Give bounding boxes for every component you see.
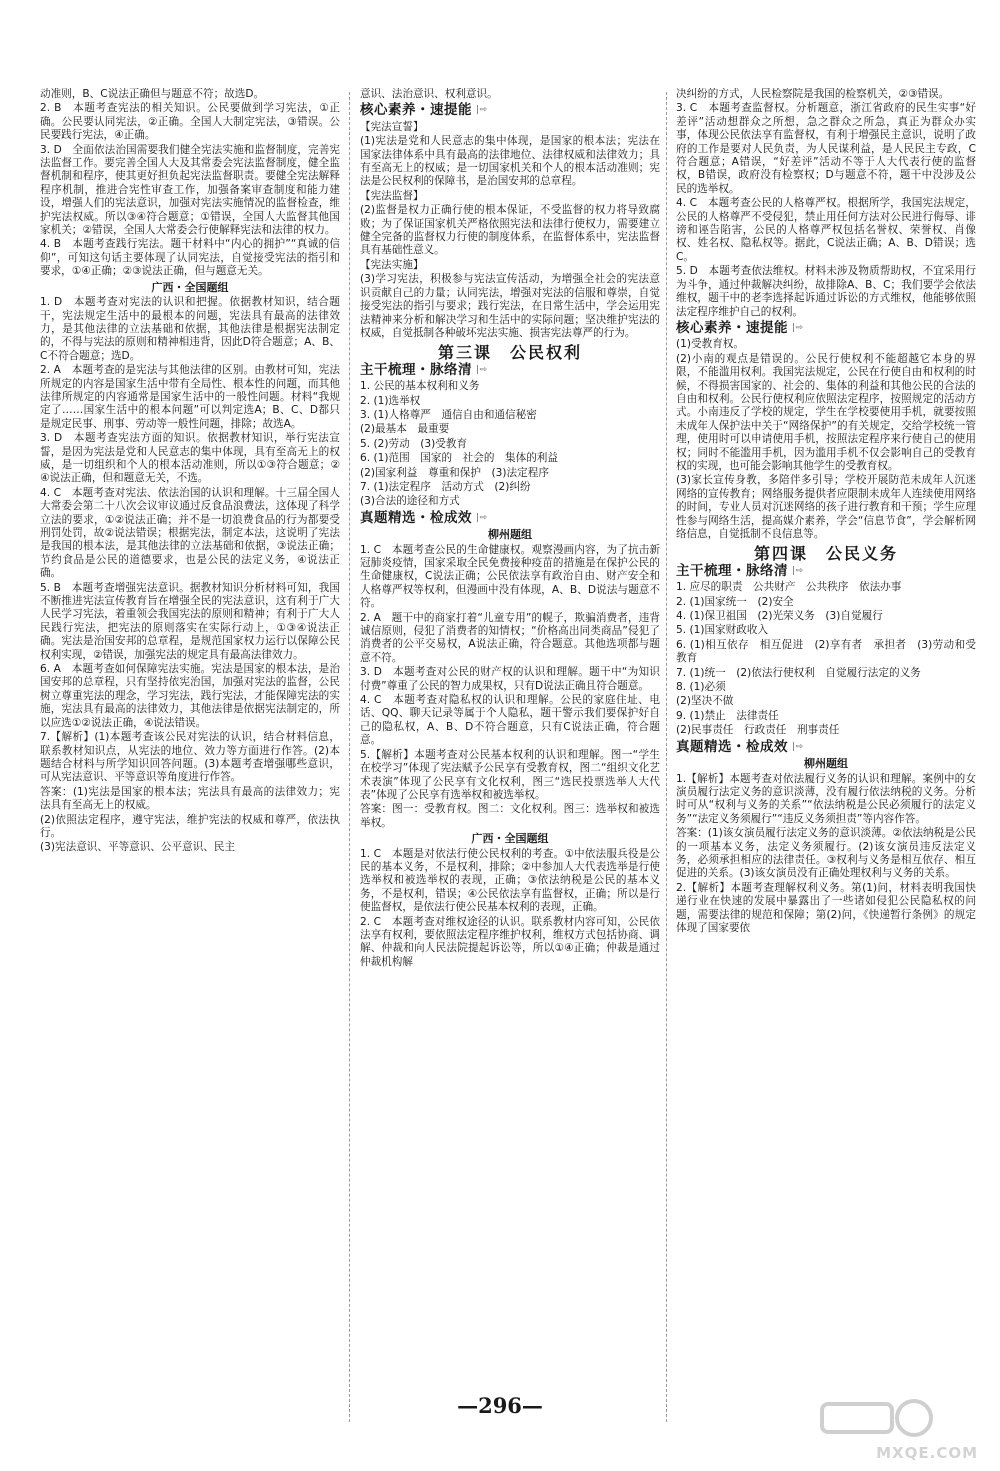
answer-paragraph: (2)坚决不做 bbox=[676, 695, 734, 708]
section-heading bbox=[676, 319, 976, 336]
section-heading bbox=[676, 738, 976, 755]
answer-paragraph: 决纠纷的方式，人民检察院是我国的检察机关，②③错误。 bbox=[676, 88, 950, 100]
answer-paragraph: 5. B 本题考查增强宪法意识。据教材知识分析材料可知，我国不断推进宪法宣传教育旨在增强全民的宪法意识，这有利于广大人民学习宪法，着重领会我国宪法的原则和精神；有利于广大人民践行宪法，把宪法的原则落实在实际行动上，①③④说法正确。宪法是治国安邦的总章程，是规范国家权力运行以保障公民权利实现，②错误，加强宪法的规定具有最高法律效力。 bbox=[40, 581, 340, 661]
column-middle bbox=[360, 88, 660, 1438]
answer-paragraph: 2. (1)国家统一 (2)安全 bbox=[676, 595, 794, 608]
answer-paragraph: (3)合法的途径和方式 bbox=[360, 495, 460, 508]
answer-paragraph: 答案：图一：受教育权。图二：文化权利。图三：选举权和被选举权。 bbox=[360, 803, 660, 829]
arrow-icon: |⇨ bbox=[476, 364, 488, 375]
section-heading-text: 核心素养・速提能 bbox=[360, 102, 472, 119]
answer-paragraph: 2. A 题干中的商家打着“儿童专用”的幌子，欺骗消费者，违背诚信原则，侵犯了消费者的知情权；“价格高出同类商品”侵犯了消费者的公平交易权，A说法正确，符合题意。其他选项都与题意不符。 bbox=[360, 611, 660, 664]
answer-paragraph: 1. 公民的基本权利和义务 bbox=[360, 380, 480, 393]
arrow-icon: |⇨ bbox=[792, 741, 804, 752]
answer-paragraph: (3)学习宪法，积极参与宪法宣传活动，为增强全社会的宪法意识贡献自己的力量；认同宪法，增强对宪法的信服和尊崇，自觉接受宪法的指引与要求；践行宪法，在日常生活中，学会运用宪法精神来分析和解决学习和生活中的实际问题；坚决维护宪法的权威，自觉抵制各种破坏宪法实施、损害宪法尊严的行为。 bbox=[360, 273, 660, 339]
answer-paragraph: 3. D 本题考查对公民的财产权的认识和理解。题干中“为知识付费”尊重了公民的智力成果权，只有D说法正确且符合题意。 bbox=[360, 666, 660, 692]
answer-paragraph: 2. C 本题考查对维权途径的认识。联系教材内容可知，公民依法享有权利，要依照法定程序维护权利，维权方式包括协商、调解、仲裁和向人民法院提起诉讼等，所以①④正确；仲裁是通过仲裁机构解 bbox=[360, 915, 660, 968]
answer-paragraph: 4. C 本题考查对隐私权的认识和理解。公民的家庭住址、电话、QQ、聊天记录等属于个人隐私，题干警示我们要保护好自己的隐私权，A、B、D不符合题意，只有C说法正确，符合题意。 bbox=[360, 694, 660, 747]
answer-paragraph: (2)民事责任 行政责任 刑事责任 bbox=[676, 724, 840, 737]
topic-label: 【宪法监督】 bbox=[360, 189, 424, 202]
answer-paragraph: 6. (1)范围 国家的 社会的 集体的利益 bbox=[360, 452, 558, 465]
group-heading: 广西・全国题组 bbox=[151, 280, 229, 294]
answer-paragraph: (3)宪法意识、平等意识、公平意识、民主 bbox=[40, 841, 236, 854]
answer-paragraph: (2)国家利益 尊重和保护 (3)法定程序 bbox=[360, 466, 549, 479]
answer-paragraph: (2)最基本 最重要 bbox=[360, 423, 450, 436]
section-heading-text: 真题精选・检成效 bbox=[676, 738, 788, 755]
answer-paragraph: 5. (1)国家财政收入 bbox=[676, 624, 769, 637]
section-heading-text: 主干梳理・脉络清 bbox=[676, 562, 788, 579]
watermark-logo bbox=[818, 1398, 978, 1462]
answer-paragraph: 2. B 本题考查宪法的相关知识。公民要做到学习宪法，①正确。公民要认同宪法，②正确。全国人大制定宪法，③错误。公民要践行宪法，④正确。 bbox=[40, 102, 340, 142]
section-heading-text: 核心素养・速提能 bbox=[676, 319, 788, 336]
answer-paragraph: 1. 应尽的职责 公共财产 公共秩序 依法办事 bbox=[676, 581, 902, 594]
answer-paragraph: 9. (1)禁止 法律责任 bbox=[676, 709, 779, 722]
lesson-title: 第四课 公民义务 bbox=[753, 544, 898, 564]
answer-paragraph: 5. (2)劳动 (3)受教育 bbox=[360, 437, 468, 450]
topic-label: 【宪法宣誓】 bbox=[360, 120, 424, 133]
answer-paragraph: 3. D 全面依法治国需要我们健全宪法实施和监督制度，完善宪法监督工作。要完善全国人大及其常委会宪法监督制度，健全监督机制和程序，使其更好担负起宪法监督职责。要健全宪法解释程序机制，推进合宪性审查工作，加强备案审查制度和能力建设，增强人们的宪法意识，加强对宪法实施情况的监督检查，维护宪法权威。所以③④符合题意；①错误，全国人大监督其他国家机关；②错误，全国人大常委会行使解释宪法和法律的权力。 bbox=[40, 143, 340, 237]
answer-paragraph: (2)监督是权力正确行使的根本保证，不受监督的权力将导致腐败；为了保证国家机关严格依照宪法和法律行使权力，需要建立健全完备的监督权力行使的制度体系，在监督体系中，宪法监督具有基础性意义。 bbox=[360, 204, 660, 257]
answer-paragraph: 2. A 本题考查的是宪法与其他法律的区别。由教材可知，宪法所规定的内容是国家生活中带有全局性、根本性的问题，而其他法律所规定的内容通常是国家生活中的一般性问题。材料“我规定了……国家生活中的根本问题”可以判定选A；B、C、D都只是规定民事、刑事、劳动等一般性问题，排除；故选A。 bbox=[40, 364, 340, 430]
section-heading bbox=[360, 104, 660, 117]
section-heading-text: 真题精选・检成效 bbox=[360, 509, 472, 526]
answer-paragraph: 1. C 本题是对依法行使公民权利的考查。①中依法服兵役是公民的基本义务，不是权利，排除；②中参加人大代表选举是行使选举权和被选举权的表现，正确；③依法纳税是公民的基本义务，不是权利，错误；④公民依法享有监督权，正确；所以是行使监督权，是依法行使公民基本权利的表现，正确。 bbox=[360, 847, 660, 914]
answer-paragraph: 3. C 本题考查监督权。分析题意，浙江省政府的民生实事“好差评”活动想群众之所想，急之群众之所急，真正为群众办实事，体现公民依法享有监督权，有利于增强民主意识，说明了政府的工作是要对人民负责，为人民谋利益，是人民民主专政，C符合题意；A错误，“好差评”活动不等于人大代表行使的监督权，B错误，政府没有检察权；D与题意不符，题干中没涉及公民的选举权。 bbox=[676, 102, 976, 195]
answer-paragraph: 答案：(1)宪法是国家的根本法；宪法具有最高的法律效力；宪法具有至高无上的权威。 bbox=[40, 785, 340, 812]
arrow-icon: |⇨ bbox=[476, 512, 488, 523]
topic-label: 【宪法实施】 bbox=[360, 258, 424, 271]
group-heading: 柳州题组 bbox=[488, 528, 532, 542]
answer-paragraph: 2.【解析】本题考查理解权利义务。第(1)问，材料表明我国快递行业在快速的发展中暴露出了一些诸如侵犯公民隐私权的问题，需要法律的规范和保障；第(2)问，《快递暂行条例》的规定体现了国家要依 bbox=[676, 881, 976, 934]
answer-paragraph: (2)小南的观点是错误的。公民行使权利不能超越它本身的界限，不能滥用权利。我国宪法规定，公民在行使自由和权利的时候，不得损害国家的、社会的、集体的利益和其他公民的合法的自由和权利。公民行使权利应依照法定程序，按照规定的活动方式。小南违反了学校的规定，学生在学校要使用手机，就要按照未成年人保护法中关于“网络保护”的有关规定，交给学校统一管理，使用时可以申请使用手机，按照法定程序来行使自己的使用权；同时不能滥用手机，因为滥用手机不仅会影响自己的受教育权的实现，也可能会影响其他学生的受教育权。 bbox=[676, 352, 976, 472]
column-right bbox=[676, 88, 976, 1438]
answer-paragraph: 4. B 本题考查践行宪法。题干材料中“内心的拥护”“真诚的信仰”，可知这句话主要体现了认同宪法，自觉接受宪法的指引和要求，①④正确；②③说法正确，但与题意无关。 bbox=[40, 238, 340, 278]
answer-paragraph: (3)家长宣传身教，多陪伴多引导；学校开展防范未成年人沉迷网络的宣传教育；网络服务提供者应限制未成年人连续使用网络的时间，专业人员对沉迷网络的孩子进行教育和干预；学生应理性参与网络生活，提高媒介素养，学会“信息节食”，学会解析网络信息，自觉抵制不良信息等。 bbox=[676, 474, 976, 540]
section-heading bbox=[676, 562, 976, 579]
answer-paragraph: 3. D 本题考查宪法方面的知识。依据教材知识，举行宪法宣誓，是因为宪法是党和人民意志的集中体现，具有至高无上的权威，是一切组织和个人的根本活动准则，所以①③符合题意；②④说法正确，但和题意无关，不选。 bbox=[40, 432, 340, 485]
answer-paragraph: 答案：(1)该女演员履行法定义务的意识淡薄。②依法纳税是公民的一项基本义务，法定义务须履行。(2)该女演员违反法定义务，必须承担相应的法律责任。③权利与义务是相互依存、相互促进的关系。(3)该女演员没有正确处理权利与义务的关系。 bbox=[676, 827, 976, 880]
answer-paragraph: (2)依照法定程序，遵守宪法，维护宪法的权威和尊严，依法执行。 bbox=[40, 813, 340, 839]
answer-paragraph: 5. D 本题考查依法维权。材料未涉及物质帮助权，不宜采用行为斗争，通过仲裁解决纠纷，故排除A、B、C；我们要学会依法维权，题干中的老李选择起诉通过诉讼的方式维权，他能够依照法定程序维护自己的权利。 bbox=[676, 265, 976, 318]
answer-paragraph: 6. (1)相互依存 相互促进 (2)享有者 承担者 (3)劳动和受教育 bbox=[676, 638, 976, 665]
section-heading bbox=[360, 509, 660, 526]
column-left bbox=[40, 88, 340, 1438]
answer-paragraph: 1. C 本题考查公民的生命健康权。观察漫画内容，为了抗击新冠肺炎疫情，国家采取全民免费接种疫苗的措施是在保护公民的生命健康权，C说法正确；公民依法享有政治自由、财产安全和人格尊严权等权利，但漫画中没有体现，A、B、D说法与题意不符。 bbox=[360, 543, 660, 610]
watermark-url: MXQE.COM bbox=[876, 1444, 978, 1462]
answer-paragraph: 1.【解析】本题考查对依法履行义务的认识和理解。案例中的女演员履行法定义务的意识淡薄，没有履行依法纳税的义务。分析时可从“权利与义务的关系”“依法纳税是公民必须履行的法定义务”“法定义务须履行”“违反义务须担责”等内容作答。 bbox=[676, 772, 976, 825]
answer-paragraph: 8. (1)必须 bbox=[676, 681, 726, 694]
arrow-icon: |⇨ bbox=[476, 105, 488, 116]
group-heading: 广西・全国题组 bbox=[471, 832, 549, 846]
arrow-icon: |⇨ bbox=[792, 322, 804, 333]
answer-paragraph: 4. (1)保卫祖国 (2)光荣义务 (3)自觉履行 bbox=[676, 610, 883, 623]
answer-paragraph: 4. C 本题考查对宪法、依法治国的认识和理解。十三届全国人大常委会第二十八次会议审议通过反食品浪费法，这体现了科学立法的要求，①②说法正确；并不是一切浪费食品的行为都要受刑罚处罚，故②说法错误；根据宪法，制定本法，这说明了宪法是我国的根本法，是其他法律的立法基础和依据，③说法正确；节约食品是公民的道德要求，也是公民的法定义务，④说法正确。 bbox=[40, 486, 340, 580]
section-heading-text: 主干梳理・脉络清 bbox=[360, 361, 472, 378]
answer-paragraph: 意识、法治意识、权利意识。 bbox=[360, 88, 498, 100]
answer-paragraph: (1)宪法是党和人民意志的集中体现，是国家的根本法；宪法在国家法律体系中具有最高的法律地位、法律权威和法律效力；具有至高无上的权威；是一切国家机关和个人的根本活动准则；宪法是公民权利的保障书，是治国安邦的总章程。 bbox=[360, 135, 660, 188]
column-divider bbox=[666, 92, 667, 1422]
lesson-title: 第三课 公民权利 bbox=[437, 343, 582, 363]
answer-paragraph: 动准则，B、C说法正确但与题意不符；故选D。 bbox=[40, 88, 265, 100]
page-number: —296— bbox=[457, 1393, 543, 1418]
answer-paragraph: 7. (1)法定程序 活动方式 (2)纠纷 bbox=[360, 480, 531, 493]
column-divider bbox=[349, 92, 350, 1422]
answer-paragraph: 3. (1)人格尊严 通信自由和通信秘密 bbox=[360, 408, 537, 421]
answer-paragraph: 7.【解析】(1)本题考查该公民对宪法的认识，结合材料信息，联系教材知识点，从宪法的地位、效力等方面进行作答。(2)本题结合材料与所学知识回答问题。(3)本题考查增强哪些意识，可从宪法意识、平等意识等角度进行作答。 bbox=[40, 731, 340, 784]
group-heading: 柳州题组 bbox=[804, 757, 848, 771]
answer-paragraph: 7. (1)统一 (2)依法行使权利 自觉履行法定的义务 bbox=[676, 666, 921, 679]
watermark-icon bbox=[818, 1398, 938, 1438]
answer-paragraph: 2. (1)选举权 bbox=[360, 394, 421, 407]
arrow-icon: |⇨ bbox=[792, 565, 804, 576]
answer-paragraph: 1. D 本题考查对宪法的认识和把握。依据教材知识，结合题干，宪法规定生活中的最根本的问题，宪法具有最高的法律效力，是其他法律的立法基础和依据，其他法律是根据宪法制定的，不得与宪法的原则和精神相违背，因此D符合题意；A、B、C不符合题意；选D。 bbox=[40, 296, 340, 362]
section-heading bbox=[360, 361, 660, 378]
answer-paragraph: 6. A 本题考查如何保障宪法实施。宪法是国家的根本法，是治国安邦的总章程，只有坚持依宪治国，加强对宪法的监督，公民树立尊重宪法的理念，学习宪法，践行宪法，才能保障宪法的实施，宪法具有最高的法律效力，其他法律是依据宪法制定的，所以应选①②说法正确，④说法错误。 bbox=[40, 663, 340, 729]
answer-paragraph: 4. C 本题考查公民的人格尊严权。根据所学，我国宪法规定，公民的人格尊严不受侵犯，禁止用任何方法对公民进行侮辱、诽谤和诬告陷害，公民的人格尊严权包括名誉权、荣誉权、肖像权、姓名权、隐私权等。据此，C说法正确；A、B、D错误；选C。 bbox=[676, 197, 976, 263]
answer-paragraph: (1)受教育权。 bbox=[676, 338, 744, 351]
answer-paragraph: 5.【解析】本题考查对公民基本权利的认识和理解。图一“学生在校学习”体现了宪法赋予公民享有受教育权，图二“组织文化艺术表演”体现了公民享有文化权利，图三“选民投票选举人大代表”体现了公民享有选举权和被选举权。 bbox=[360, 748, 660, 801]
